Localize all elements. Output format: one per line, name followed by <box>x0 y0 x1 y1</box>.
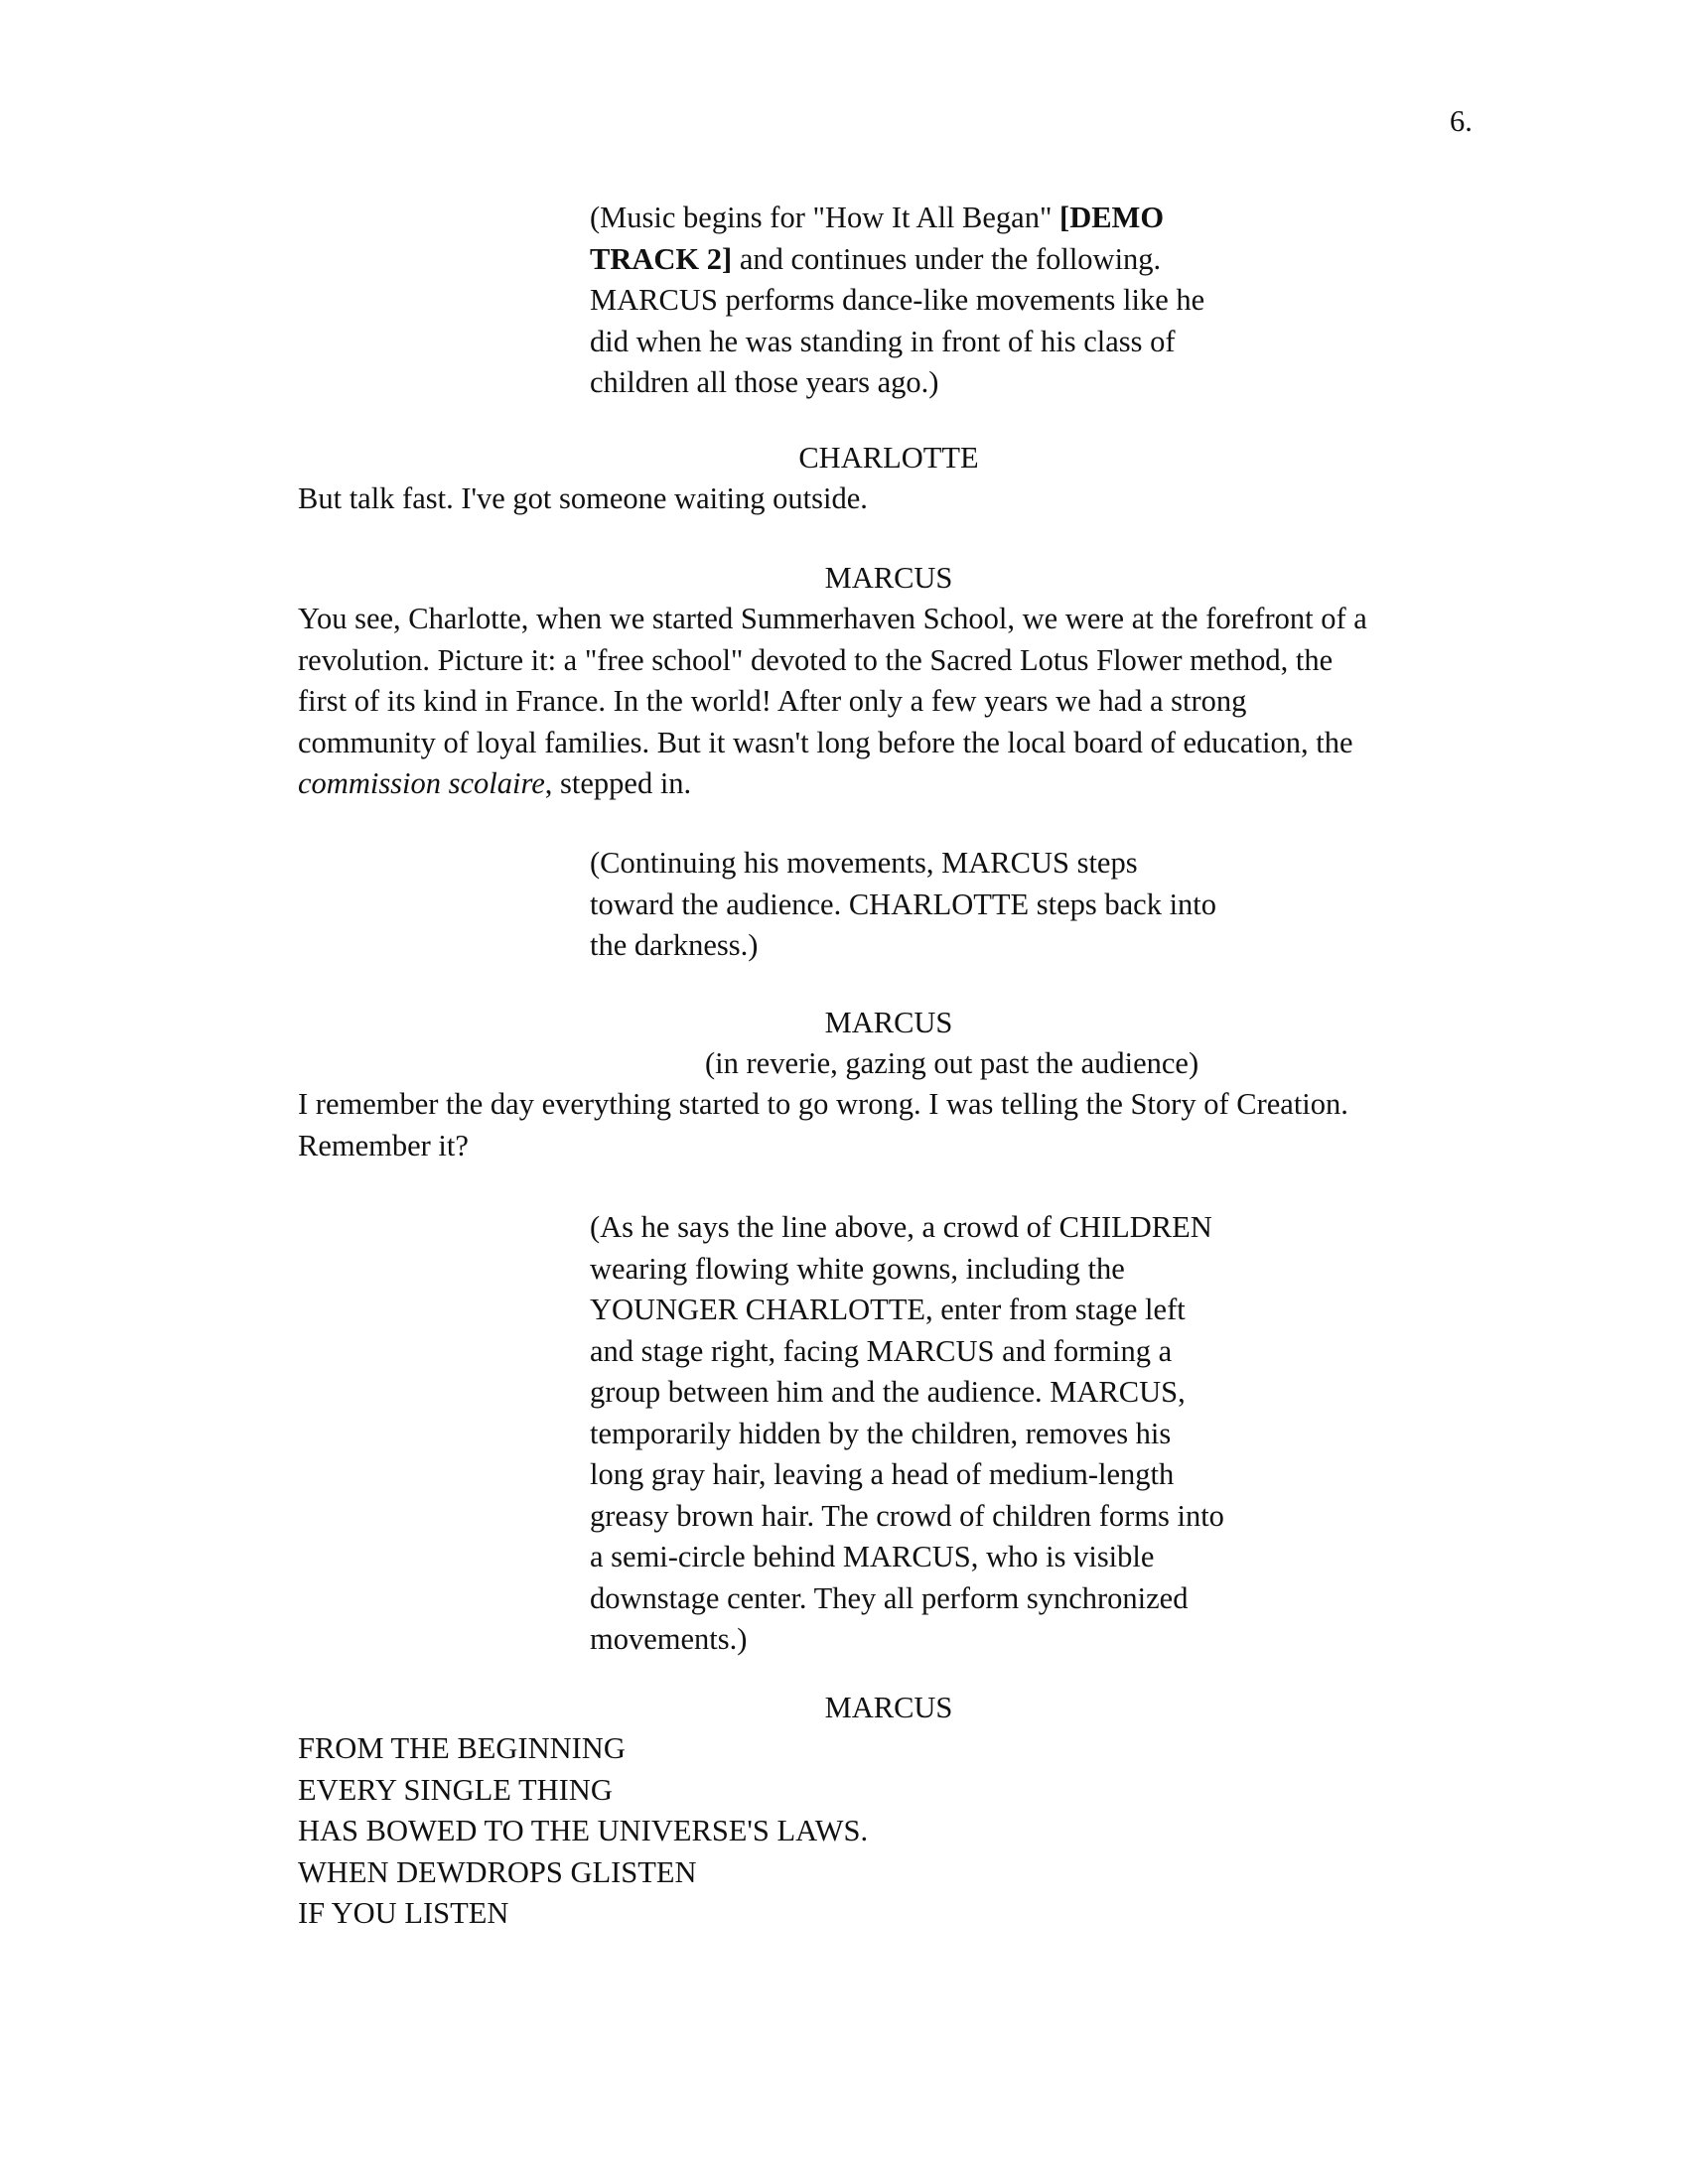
direction-line: temporarily hidden by the children, removes his <box>590 1416 1172 1450</box>
italic-term: commission scolaire <box>298 766 545 800</box>
direction-line: children all those years ago.) <box>590 365 939 399</box>
direction-line: wearing flowing white gowns, including the <box>590 1251 1125 1286</box>
dialogue-line: first of its kind in France. In the world! After only a few years we had a strong <box>298 684 1247 718</box>
character-cue-marcus: MARCUS <box>824 1006 953 1039</box>
dialogue-line: Remember it? <box>298 1128 469 1162</box>
direction-line: movements.) <box>590 1622 748 1656</box>
direction-line: greasy brown hair. The crowd of children forms into <box>590 1498 1224 1533</box>
demo-track-label: TRACK 2] <box>590 241 733 276</box>
direction-text: and continues under the following. <box>732 241 1162 276</box>
direction-line: long gray hair, leaving a head of medium-length <box>590 1457 1175 1491</box>
parenthetical-line: (in reverie, gazing out past the audience) <box>705 1046 1199 1080</box>
lyric-line: FROM THE BEGINNING <box>298 1731 626 1765</box>
direction-line: the darkness.) <box>590 928 759 962</box>
dialogue-line: I remember the day everything started to go wrong. I was telling the Story of Creation. <box>298 1087 1348 1121</box>
dialogue-line <box>298 763 1489 805</box>
lyric-line: HAS BOWED TO THE UNIVERSE'S LAWS. <box>298 1814 869 1847</box>
song-lyrics <box>298 1728 1489 1935</box>
dialogue-charlotte <box>298 478 1489 520</box>
direction-line <box>590 198 1344 239</box>
dialogue-line: revolution. Picture it: a "free school" devoted to the Sacred Lotus Flower method, the <box>298 642 1334 677</box>
direction-text: (Music begins for "How It All Began" <box>590 201 1060 234</box>
direction-line: did when he was standing in front of his class of <box>590 324 1176 358</box>
direction-line: (Continuing his movements, MARCUS steps <box>590 846 1138 880</box>
dialogue-line: You see, Charlotte, when we started Summerhaven School, we were at the forefront of a <box>298 602 1367 635</box>
dialogue-marcus-remember <box>298 1084 1489 1166</box>
direction-line: and stage right, facing MARCUS and forming a <box>590 1333 1173 1368</box>
direction-line: toward the audience. CHARLOTTE steps back into <box>590 887 1217 921</box>
direction-line: YOUNGER CHARLOTTE, enter from stage left <box>590 1293 1186 1326</box>
direction-line: a semi-circle behind MARCUS, who is visible <box>590 1540 1155 1573</box>
page-number: 6. <box>1450 104 1473 138</box>
dialogue-marcus <box>298 599 1489 805</box>
direction-line: group between him and the audience. MARCUS, <box>590 1375 1186 1409</box>
stage-direction-music <box>590 198 1344 404</box>
dialogue-text: , stepped in. <box>544 766 692 800</box>
parenthetical <box>705 1043 1400 1085</box>
character-cue-marcus: MARCUS <box>824 561 953 595</box>
demo-track-label: [DEMO <box>1059 201 1165 234</box>
character-cue-charlotte: CHARLOTTE <box>798 441 979 475</box>
direction-line: downstage center. They all perform synchronized <box>590 1580 1189 1615</box>
lyric-line: EVERY SINGLE THING <box>298 1772 613 1807</box>
stage-direction-continuing <box>590 843 1344 967</box>
stage-direction-children <box>590 1207 1344 1661</box>
lyric-line: IF YOU LISTEN <box>298 1896 509 1930</box>
direction-line: MARCUS performs dance-like movements like he <box>590 283 1205 317</box>
direction-line: (As he says the line above, a crowd of CHILDREN <box>590 1210 1212 1244</box>
lyric-line: WHEN DEWDROPS GLISTEN <box>298 1854 697 1889</box>
character-cue-marcus: MARCUS <box>824 1691 953 1724</box>
dialogue-line: But talk fast. I've got someone waiting outside. <box>298 481 868 515</box>
direction-line <box>590 239 1344 281</box>
dialogue-line: community of loyal families. But it wasn't long before the local board of education, the <box>298 725 1353 759</box>
